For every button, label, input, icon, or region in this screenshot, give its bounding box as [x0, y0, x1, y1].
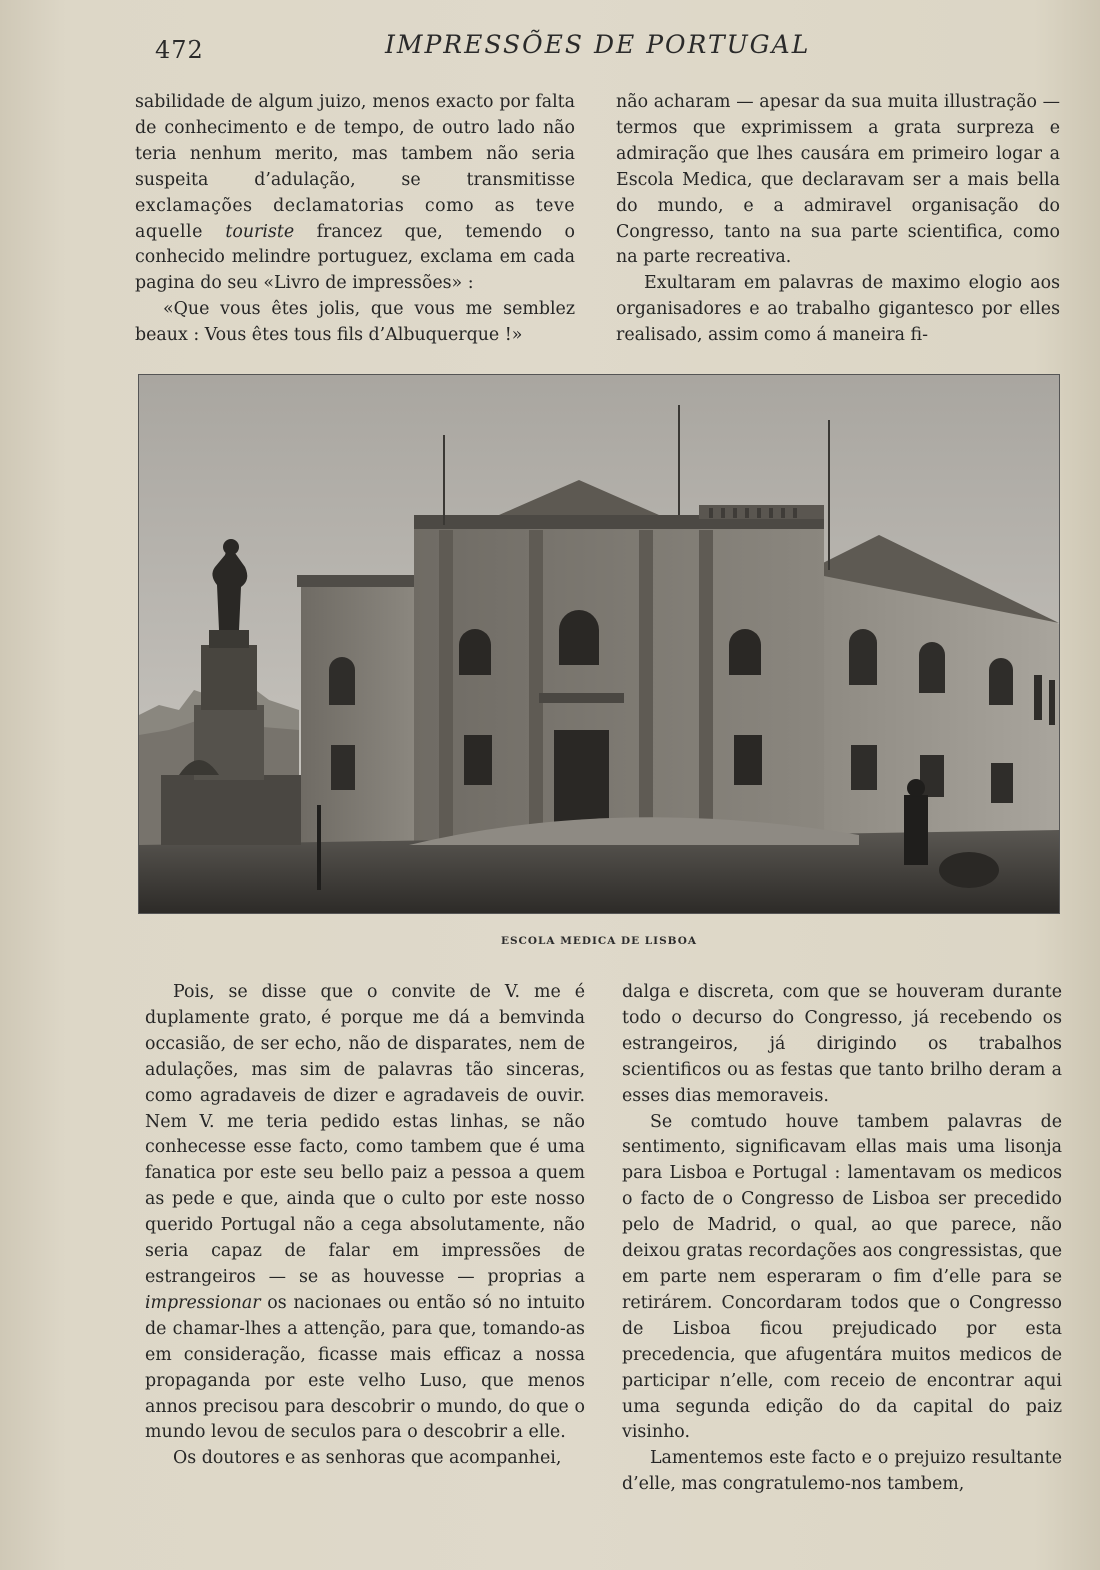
italic-word: touriste	[225, 221, 295, 242]
paragraph: Se comtudo houve tambem palavras de sentimento, significavam ellas mais uma lisonja para Lisboa e Portugal : lamentavam os medicos o facto de o Congresso de Lisboa ser precedido pelo de Madrid, o qual, ao que parece, não deixou gratas recordações aos congressistas, que em parte nem esperaram o fim d’elle para se retirárem. Concordaram todos que o Congresso de Lisboa ficou prejudicado por esta precedencia, que afugentára muitos medicos de participar n’elle, com receio de encontrar aqui uma segunda edição do da capital do paiz visinho.	[622, 1111, 1062, 1443]
building-photo-icon	[139, 375, 1060, 914]
paragraph: Exultaram em palavras de maximo elogio aos organisadores e ao trabalho gigantesco por elles realisado, assim como á maneira fi-	[616, 273, 1060, 346]
running-title: IMPRESSÕES DE PORTUGAL	[385, 30, 811, 59]
text-run: os nacionaes ou então só no intuito de chamar-lhes a attenção, para que, tomando-as em consideração, ficasse mais efficaz a nossa propaganda por este velho Luso, que menos annos precisou para descobrir o mundo, do que o mundo levou de seculos para o descobrir a elle.	[145, 1292, 585, 1443]
text-run: francez que, temendo o conhecido melindre portuguez, exclama em cada pagina do seu «Livro de impressões» :	[135, 221, 575, 294]
page-number: 472	[155, 36, 204, 64]
column-top-left	[135, 90, 575, 349]
paragraph	[135, 90, 575, 297]
paragraph: Lamentemos este facto e o prejuizo resultante d’elle, mas congratulemo-nos tambem,	[622, 1448, 1062, 1495]
figure-caption: ESCOLA MEDICA DE LISBOA	[500, 935, 698, 947]
column-bottom-left	[145, 980, 585, 1472]
column-bottom-right	[622, 980, 1062, 1498]
column-top-right	[616, 90, 1060, 349]
text-run: sabilidade de algum juizo, menos exacto por falta de conhecimento e de tempo, de outro lado não teria nenhum merito, mas tambem não seria suspeita d’adulação, se transmitisse	[135, 92, 575, 190]
italic-word: impressionar	[145, 1292, 261, 1313]
building-photo	[138, 374, 1060, 914]
paragraph	[145, 980, 585, 1446]
paragraph: «Que vous êtes jolis, que vous me semblez beaux : Vous êtes tous fils d’Albuquerque !»	[135, 299, 575, 346]
paragraph: Os doutores e as senhoras que acompanhei,	[173, 1448, 562, 1469]
text-run: Pois, se disse que o convite de V. me é duplamente grato, é porque me dá a bemvinda occasião, de ser echo, não de disparates, nem de adulações, mas sim de palavras tão sinceras, como agradaveis de dizer e agradaveis de ouvir. Nem V. me teria pedido estas linhas, se não conhecesse esse facto, como tambem que é uma fanatica por este seu bello paiz a pessoa a quem as pede e que, ainda que o culto por este nosso querido Portugal não a cega absolutamente, não seria capaz de falar em impressões de estrangeiros — se as houvesse — proprias a	[145, 982, 585, 1287]
paragraph: não acharam — apesar da sua muita illustração — termos que exprimissem a grata surpreza e admiração que lhes causára em primeiro logar a Escola Medica, que declaravam ser a mais bella do mundo, e a admiravel organisação do Congresso, tanto na sua parte scientifica, como na parte recreativa.	[616, 92, 1060, 268]
text-run: exclamações declamatorias como as teve aquelle	[135, 195, 575, 242]
paragraph: dalga e discreta, com que se houveram durante todo o decurso do Congresso, já recebendo os estrangeiros, já dirigindo os trabalhos scientificos ou as festas que tanto brilho deram a esses dias memoraveis.	[622, 982, 1062, 1106]
